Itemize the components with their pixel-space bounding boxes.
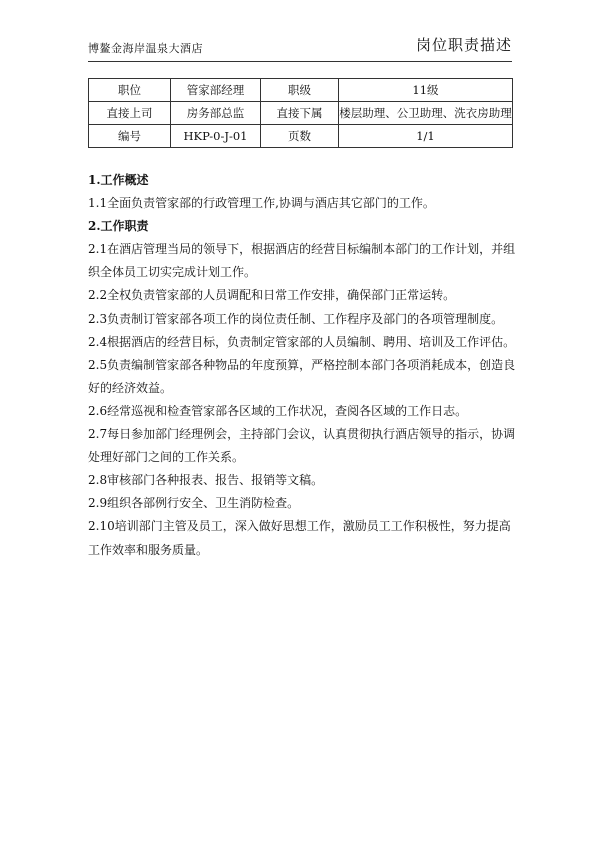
duty-item: 2.2全权负责管家部的人员调配和日常工作安排，确保部门正常运转。 xyxy=(88,288,456,303)
duty-item: 2.6经常巡视和检查管家部各区域的工作状况，查阅各区域的工作日志。 xyxy=(88,403,468,418)
supervisor-value: 房务部总监 xyxy=(171,102,261,125)
grade-label: 职级 xyxy=(261,79,339,102)
code-label: 编号 xyxy=(89,125,171,148)
duties-heading: 2.工作职责 xyxy=(88,219,149,234)
subordinates-value: 楼层助理、公卫助理、洗衣房助理 xyxy=(339,102,513,125)
table-row xyxy=(89,102,513,125)
duty-item: 2.1在酒店管理当局的领导下，根据酒店的经营目标编制本部门的工作计划，并组织全体员工切实完成计划工作。 xyxy=(88,242,516,280)
duty-item: 2.8审核部门各种报表、报告、报销等文稿。 xyxy=(88,473,324,488)
overview-text: 1.1全面负责管家部的行政管理工作,协调与酒店其它部门的工作。 xyxy=(88,196,435,211)
document-body xyxy=(88,169,516,562)
overview-heading: 1.工作概述 xyxy=(88,173,149,187)
supervisor-label: 直接上司 xyxy=(89,102,171,125)
page-header xyxy=(88,34,512,60)
grade-value: 11级 xyxy=(339,79,513,102)
duty-item: 2.9组织各部例行安全、卫生消防检查。 xyxy=(88,496,300,511)
header-divider xyxy=(88,61,512,62)
pages-value: 1/1 xyxy=(339,125,513,148)
table-row xyxy=(89,125,513,148)
duty-item: 2.3负责制订管家部各项工作的岗位责任制、工作程序及部门的各项管理制度。 xyxy=(88,311,504,326)
pages-label: 页数 xyxy=(261,125,339,148)
duty-item: 2.4根据酒店的经营目标，负责制定管家部的人员编制、聘用、培训及工作评估。 xyxy=(88,334,516,349)
position-value: 管家部经理 xyxy=(171,79,261,102)
code-value: HKP-0-J-01 xyxy=(171,125,261,148)
table-row xyxy=(89,79,513,102)
duty-item: 2.7每日参加部门经理例会，主持部门会议，认真贯彻执行酒店领导的指示，协调处理好部门之间的工作关系。 xyxy=(88,427,516,465)
subordinates-label: 直接下属 xyxy=(261,102,339,125)
duty-item: 2.10培训部门主管及员工，深入做好思想工作，激励员工工作积极性，努力提高工作效率和服务质量。 xyxy=(88,519,511,557)
duty-item: 2.5负责编制管家部各种物品的年度预算，严格控制本部门各项消耗成本，创造良好的经济效益。 xyxy=(88,357,516,395)
hotel-name: 博鳌金海岸温泉大酒店 xyxy=(88,42,203,55)
job-info-table xyxy=(88,78,513,148)
document-title: 岗位职责描述 xyxy=(415,36,512,54)
position-label: 职位 xyxy=(89,79,171,102)
